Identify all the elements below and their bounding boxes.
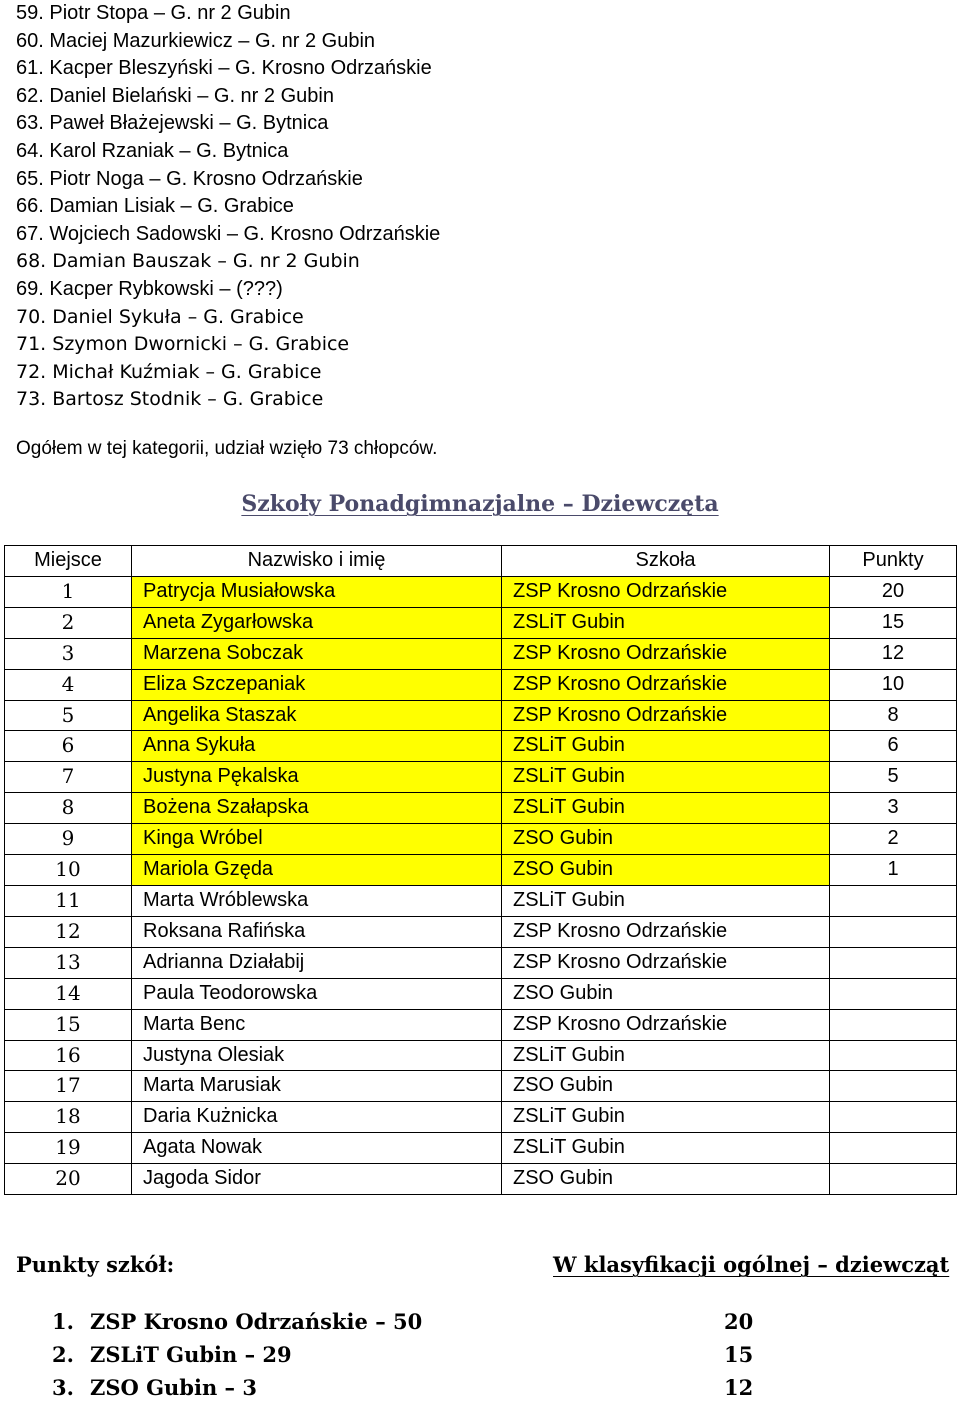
cell-points: 2 (830, 824, 957, 855)
cell-points (830, 885, 957, 916)
general-points: 15 (724, 1342, 754, 1367)
cell-name: Marzena Sobczak (132, 638, 502, 669)
cell-place: 16 (5, 1040, 132, 1071)
table-row (5, 1102, 957, 1133)
section-heading (0, 491, 960, 517)
cell-name: Mariola Gzęda (132, 855, 502, 886)
item-number: 1. (52, 1309, 74, 1334)
general-points: 12 (724, 1375, 754, 1400)
cell-name: Marta Wróblewska (132, 885, 502, 916)
table-row (5, 1164, 957, 1195)
cell-name: Agata Nowak (132, 1133, 502, 1164)
cell-points (830, 978, 957, 1009)
cell-name: Patrycja Musiałowska (132, 576, 502, 607)
cell-place: 1 (5, 576, 132, 607)
cell-name: Eliza Szczepaniak (132, 669, 502, 700)
cell-points: 6 (830, 731, 957, 762)
table-row (5, 855, 957, 886)
cell-place: 18 (5, 1102, 132, 1133)
cell-school: ZSLiT Gubin (502, 731, 830, 762)
cell-school: ZSLiT Gubin (502, 762, 830, 793)
cell-points (830, 1102, 957, 1133)
general-classification-label (553, 1252, 949, 1277)
cell-points (830, 1164, 957, 1195)
table-row (5, 1009, 957, 1040)
table-row (5, 947, 957, 978)
school-points-text: ZSO Gubin – 3 (90, 1375, 257, 1400)
general-points: 20 (724, 1309, 754, 1334)
list-item: 65. Piotr Noga – G. Krosno Odrzańskie (16, 167, 363, 190)
list-item: 67. Wojciech Sadowski – G. Krosno Odrzańskie (16, 222, 441, 245)
cell-place: 11 (5, 885, 132, 916)
table-row (5, 885, 957, 916)
header-school: Szkoła (502, 546, 830, 577)
list-item: 69. Kacper Rybkowski – (???) (16, 277, 283, 300)
table-row (5, 1071, 957, 1102)
list-item: 68. Damian Bauszak – G. nr 2 Gubin (16, 250, 360, 273)
cell-name: Justyna Pękalska (132, 762, 502, 793)
cell-name: Bożena Szałapska (132, 793, 502, 824)
cell-points (830, 947, 957, 978)
list-item: 63. Paweł Błażejewski – G. Bytnica (16, 112, 329, 135)
cell-school: ZSP Krosno Odrzańskie (502, 576, 830, 607)
cell-name: Paula Teodorowska (132, 978, 502, 1009)
list-item: 73. Bartosz Stodnik – G. Grabice (16, 388, 324, 411)
table-row (5, 978, 957, 1009)
cell-school: ZSO Gubin (502, 978, 830, 1009)
table-row (5, 916, 957, 947)
cell-name: Angelika Staszak (132, 700, 502, 731)
list-item: 66. Damian Lisiak – G. Grabice (16, 195, 294, 218)
item-number: 3. (52, 1375, 74, 1400)
cell-school: ZSO Gubin (502, 1071, 830, 1102)
header-name: Nazwisko i imię (132, 546, 502, 577)
cell-school: ZSP Krosno Odrzańskie (502, 669, 830, 700)
cell-points: 10 (830, 669, 957, 700)
cell-points: 15 (830, 607, 957, 638)
cell-points: 1 (830, 855, 957, 886)
cell-place: 8 (5, 793, 132, 824)
section-heading-text: Szkoły Ponadgimnazjalne – Dziewczęta (241, 491, 719, 517)
cell-place: 2 (5, 607, 132, 638)
cell-school: ZSP Krosno Odrzańskie (502, 947, 830, 978)
cell-school: ZSP Krosno Odrzańskie (502, 1009, 830, 1040)
cell-place: 15 (5, 1009, 132, 1040)
table-row (5, 824, 957, 855)
summary-text: Ogółem w tej kategorii, udział wzięło 73 chłopców. (16, 438, 438, 459)
list-item: 60. Maciej Mazurkiewicz – G. nr 2 Gubin (16, 29, 376, 52)
table-row (5, 1040, 957, 1071)
list-item: 59. Piotr Stopa – G. nr 2 Gubin (16, 2, 291, 24)
table-row (5, 1133, 957, 1164)
school-points-list (52, 1305, 772, 1404)
cell-place: 14 (5, 978, 132, 1009)
table-row (5, 700, 957, 731)
cell-points (830, 1071, 957, 1102)
table-row (5, 607, 957, 638)
cell-place: 9 (5, 824, 132, 855)
cell-name: Roksana Rafińska (132, 916, 502, 947)
cell-name: Aneta Zygarłowska (132, 607, 502, 638)
list-item (52, 1371, 772, 1404)
cell-place: 17 (5, 1071, 132, 1102)
list-item (52, 1305, 772, 1338)
cell-points (830, 1040, 957, 1071)
header-place: Miejsce (5, 546, 132, 577)
cell-points (830, 916, 957, 947)
cell-points: 12 (830, 638, 957, 669)
cell-place: 4 (5, 669, 132, 700)
general-label-text: W klasyfikacji ogólnej – dziewcząt (553, 1252, 950, 1277)
cell-school: ZSLiT Gubin (502, 1133, 830, 1164)
cell-place: 6 (5, 731, 132, 762)
cell-points: 20 (830, 576, 957, 607)
list-item: 64. Karol Rzaniak – G. Bytnica (16, 139, 289, 162)
cell-school: ZSP Krosno Odrzańskie (502, 700, 830, 731)
table-row (5, 576, 957, 607)
cell-name: Justyna Olesiak (132, 1040, 502, 1071)
cell-school: ZSP Krosno Odrzańskie (502, 638, 830, 669)
cell-place: 13 (5, 947, 132, 978)
table-row (5, 669, 957, 700)
table-header-row (5, 546, 957, 577)
cell-place: 10 (5, 855, 132, 886)
table-row (5, 762, 957, 793)
cell-points: 5 (830, 762, 957, 793)
list-item (52, 1338, 772, 1371)
boys-results-list (16, 0, 440, 414)
cell-points: 8 (830, 700, 957, 731)
cell-name: Daria Kużnicka (132, 1102, 502, 1133)
cell-school: ZSLiT Gubin (502, 607, 830, 638)
list-item: 61. Kacper Bleszyński – G. Krosno Odrzańskie (16, 57, 432, 80)
table-row (5, 638, 957, 669)
table-row (5, 793, 957, 824)
cell-school: ZSO Gubin (502, 824, 830, 855)
list-item: 62. Daniel Bielański – G. nr 2 Gubin (16, 84, 334, 107)
cell-name: Marta Benc (132, 1009, 502, 1040)
cell-name: Anna Sykuła (132, 731, 502, 762)
list-item: 70. Daniel Sykuła – G. Grabice (16, 305, 304, 328)
cell-school: ZSP Krosno Odrzańskie (502, 916, 830, 947)
cell-place: 19 (5, 1133, 132, 1164)
school-points-text: ZSP Krosno Odrzańskie – 50 (90, 1309, 423, 1334)
cell-points (830, 1009, 957, 1040)
cell-points (830, 1133, 957, 1164)
cell-school: ZSO Gubin (502, 1164, 830, 1195)
girls-results-table (4, 545, 957, 1195)
cell-points: 3 (830, 793, 957, 824)
school-points-text: ZSLiT Gubin – 29 (90, 1342, 292, 1367)
school-points-label: Punkty szkół: (16, 1252, 175, 1277)
cell-school: ZSLiT Gubin (502, 885, 830, 916)
cell-name: Kinga Wróbel (132, 824, 502, 855)
list-item: 71. Szymon Dwornicki – G. Grabice (16, 333, 350, 356)
cell-school: ZSLiT Gubin (502, 793, 830, 824)
item-number: 2. (52, 1342, 74, 1367)
cell-school: ZSLiT Gubin (502, 1102, 830, 1133)
cell-place: 3 (5, 638, 132, 669)
cell-school: ZSLiT Gubin (502, 1040, 830, 1071)
cell-name: Jagoda Sidor (132, 1164, 502, 1195)
cell-name: Adrianna Działabij (132, 947, 502, 978)
header-points: Punkty (830, 546, 957, 577)
cell-school: ZSO Gubin (502, 855, 830, 886)
cell-place: 12 (5, 916, 132, 947)
list-item: 72. Michał Kuźmiak – G. Grabice (16, 360, 322, 383)
table-row (5, 731, 957, 762)
cell-place: 20 (5, 1164, 132, 1195)
cell-name: Marta Marusiak (132, 1071, 502, 1102)
cell-place: 5 (5, 700, 132, 731)
cell-place: 7 (5, 762, 132, 793)
